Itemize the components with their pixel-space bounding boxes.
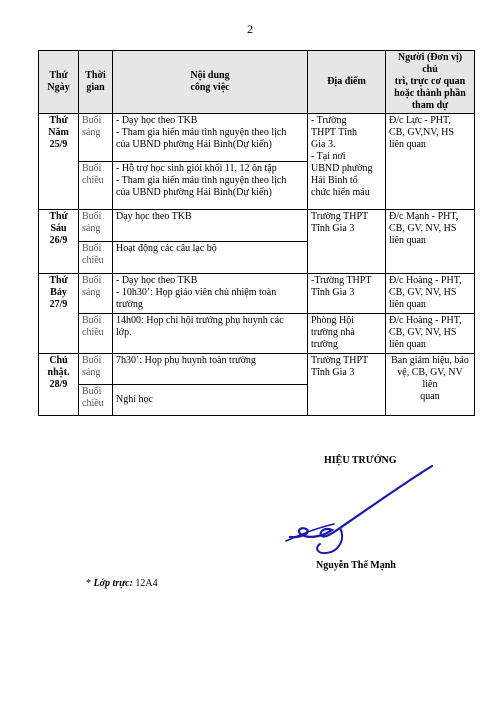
session-afternoon: Buổi chiều bbox=[79, 314, 113, 354]
session-morning: Buổi sáng bbox=[79, 210, 113, 242]
table-row bbox=[39, 114, 475, 162]
page-number: 2 bbox=[247, 22, 253, 36]
principal-name: Nguyễn Thế Mạnh bbox=[316, 560, 396, 571]
header-time: Thời gian bbox=[79, 51, 113, 114]
people-cell: Đ/c Lực - PHT, CB, GV,NV, HS liên quan bbox=[386, 114, 475, 210]
place-cell: Trường THPT Tĩnh Gia 3 bbox=[308, 210, 386, 274]
content-cell: Hoạt động các câu lạc bộ bbox=[113, 242, 308, 274]
day-cell-thursday: Thứ Năm 25/9 bbox=[39, 114, 79, 210]
place-cell: - Trường THPT Tĩnh Gia 3. - Tại nơi UBND phường Hải Bình tổ chức hiến máu bbox=[308, 114, 386, 210]
content-cell: - Dạy học theo TKB - 10h30’: Họp giáo viên chủ nhiệm toàn trường bbox=[113, 274, 308, 314]
header-people: Người (Đơn vị) chủ trì, trực cơ quan hoặc thành phần tham dự bbox=[386, 51, 475, 114]
session-morning: Buổi sáng bbox=[79, 114, 113, 162]
people-cell: Đ/c Hoàng - PHT, CB, GV, NV, HS liên quan bbox=[386, 274, 475, 314]
table-row bbox=[39, 210, 475, 242]
day-cell-sunday: Chủ nhật. 28/9 bbox=[39, 354, 79, 416]
content-cell: 7h30’: Họp phụ huynh toàn trường bbox=[113, 354, 308, 385]
people-cell: Đ/c Mạnh - PHT, CB, GV, NV, HS liên quan bbox=[386, 210, 475, 274]
content-cell: 14h00: Họp chi hội trưởng phụ huynh các lớp. bbox=[113, 314, 308, 354]
header-day: Thứ Ngày bbox=[39, 51, 79, 114]
duty-class-line bbox=[86, 578, 158, 589]
day-cell-saturday: Thứ Bảy 27/9 bbox=[39, 274, 79, 354]
people-cell: Ban giám hiệu, bảo vệ, CB, GV, NV liên quan bbox=[386, 354, 475, 416]
table-row bbox=[39, 314, 475, 354]
duty-label: Lớp trực: bbox=[93, 578, 133, 589]
table-row bbox=[39, 274, 475, 314]
session-morning: Buổi sáng bbox=[79, 354, 113, 385]
weekly-schedule-table bbox=[38, 50, 475, 416]
table-header-row bbox=[39, 51, 475, 114]
place-cell: -Trường THPT Tĩnh Gia 3 bbox=[308, 274, 386, 314]
duty-bullet: * bbox=[86, 578, 91, 589]
session-afternoon: Buổi chiều bbox=[79, 385, 113, 416]
content-cell: Dạy học theo TKB bbox=[113, 210, 308, 242]
content-cell: Nghỉ học bbox=[113, 385, 308, 416]
session-afternoon: Buổi chiều bbox=[79, 162, 113, 210]
handwritten-signature bbox=[276, 462, 436, 557]
place-cell: Phòng Hội trường nhà trường bbox=[308, 314, 386, 354]
header-place: Địa điểm bbox=[308, 51, 386, 114]
session-afternoon: Buổi chiều bbox=[79, 242, 113, 274]
content-cell: - Dạy học theo TKB - Tham gia hiến máu tình nguyện theo lịch của UBND phường Hải Bình(Dự kiến) bbox=[113, 114, 308, 162]
header-content: Nội dung công việc bbox=[113, 51, 308, 114]
table-row bbox=[39, 354, 475, 385]
signature-title: HIỆU TRƯỞNG bbox=[324, 455, 397, 466]
duty-value: 12A4 bbox=[135, 578, 158, 589]
session-morning: Buổi sáng bbox=[79, 274, 113, 314]
place-cell: Trường THPT Tĩnh Gia 3 bbox=[308, 354, 386, 416]
people-cell: Đ/c Hoàng - PHT, CB, GV, NV, HS liên quan bbox=[386, 314, 475, 354]
content-cell: - Hỗ trợ học sinh giỏi khối 11, 12 ôn tập - Tham gia hiến máu tình nguyện theo lịch của UBND phường Hải Bình(Dự kiến) bbox=[113, 162, 308, 210]
day-cell-friday: Thứ Sáu 26/9 bbox=[39, 210, 79, 274]
